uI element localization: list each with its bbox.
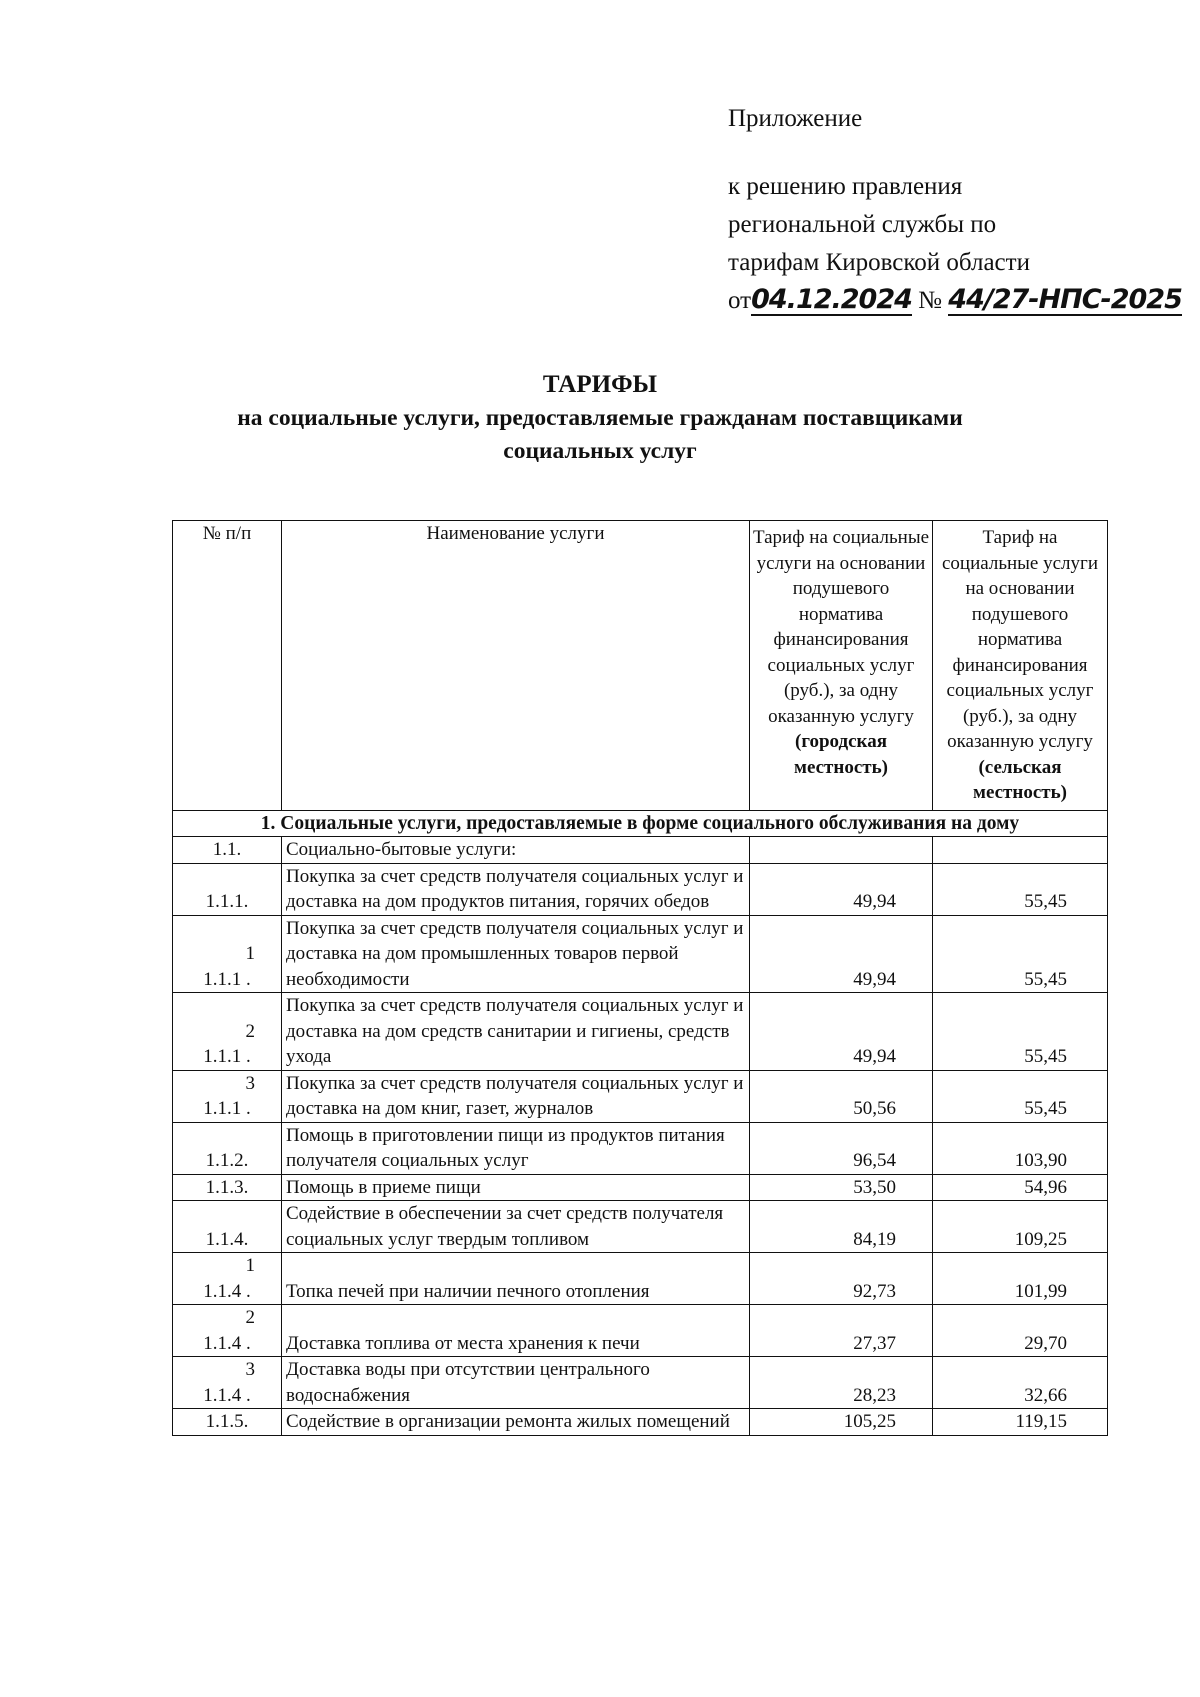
- row-number: [173, 837, 282, 864]
- appendix-title: Приложение: [728, 105, 863, 132]
- rural-tariff-value: 55,45: [933, 915, 1108, 993]
- urban-tariff-value: 84,19: [750, 1201, 933, 1253]
- urban-tariff-value: 50,56: [750, 1070, 933, 1122]
- appendix-line-1: к решению правления: [728, 173, 963, 200]
- tariffs-table: [172, 520, 1108, 1436]
- row-number-main: 1.1.4 .: [203, 1332, 251, 1354]
- rural-tariff-value: 101,99: [933, 1253, 1108, 1305]
- document-title-block: [0, 368, 1200, 468]
- row-number: [173, 1305, 282, 1357]
- urban-tariff-value: 49,94: [750, 993, 933, 1071]
- number-prefix: №: [918, 287, 943, 314]
- row-number-main: 1.1.5.: [205, 1411, 249, 1432]
- table-row: [173, 1305, 1108, 1357]
- row-number-main: 1.1.1 .: [203, 1046, 251, 1067]
- rural-tariff-value: 55,45: [933, 1070, 1108, 1122]
- row-number-suffix: 3: [245, 1072, 255, 1094]
- table-row: [173, 993, 1108, 1071]
- service-name: Покупка за счет средств получателя социальных услуг и доставка на дом продуктов питания, горячих обедов: [282, 863, 750, 915]
- row-number: [173, 1201, 282, 1253]
- row-number: [173, 1174, 282, 1201]
- table-row: [173, 1201, 1108, 1253]
- service-name: Доставка воды при отсутствии центрального водоснабжения: [282, 1357, 750, 1409]
- row-number: [173, 993, 282, 1071]
- rural-tariff-value: 103,90: [933, 1122, 1108, 1174]
- row-number-suffix: 2: [245, 1020, 255, 1042]
- urban-tariff-value: 28,23: [750, 1357, 933, 1409]
- rural-tariff-value: 55,45: [933, 993, 1108, 1071]
- row-number-suffix: 2: [245, 1307, 255, 1328]
- rural-tariff-value: 119,15: [933, 1409, 1108, 1436]
- service-name: Покупка за счет средств получателя социальных услуг и доставка на дом книг, газет, журналов: [282, 1070, 750, 1122]
- row-number: [173, 915, 282, 993]
- service-name: Содействие в организации ремонта жилых помещений: [282, 1409, 750, 1436]
- table-header-row: [173, 521, 1108, 811]
- table-row: [173, 863, 1108, 915]
- service-name: Покупка за счет средств получателя социальных услуг и доставка на дом средств санитарии и гигиены, средств ухода: [282, 993, 750, 1071]
- table-row: [173, 1122, 1108, 1174]
- row-number-main: 1.1.: [212, 839, 242, 860]
- row-number: [173, 863, 282, 915]
- urban-tariff-value: 53,50: [750, 1174, 933, 1201]
- table-row: [173, 837, 1108, 864]
- appendix-line-2: региональной службы по: [728, 211, 997, 238]
- row-number-main: 1.1.1.: [205, 891, 249, 912]
- row-number-suffix: 1: [245, 1255, 255, 1276]
- row-number-main: 1.1.4 .: [203, 1280, 251, 1302]
- rural-tariff-value: [933, 837, 1108, 864]
- table-row: [173, 1174, 1108, 1201]
- appendix-line-3: тарифам Кировской области: [728, 249, 1030, 276]
- table-row: [173, 1070, 1108, 1122]
- document-subtitle-line-1: на социальные услуги, предоставляемые гражданам поставщиками: [237, 405, 963, 431]
- header-urban-tariff: [750, 521, 933, 811]
- header-urban-bold: (городская местность): [794, 731, 888, 778]
- service-name: Содействие в обеспечении за счет средств получателя социальных услуг твердым топливом: [282, 1201, 750, 1253]
- row-number: [173, 1409, 282, 1436]
- row-number-main: 1.1.1 .: [203, 968, 251, 990]
- row-number-main: 1.1.4.: [205, 1228, 249, 1250]
- service-name: Помощь в приеме пищи: [282, 1174, 750, 1201]
- section-title: 1. Социальные услуги, предоставляемые в форме социального обслуживания на дому: [173, 810, 1108, 837]
- header-rural-text: Тариф на социальные услуги на основании подушевого норматива финансирования социальных услуг (руб.), за одну оказанную услугу: [941, 527, 1098, 752]
- urban-tariff-value: [750, 837, 933, 864]
- table-row: [173, 915, 1108, 993]
- handwritten-date: 04.12.2024: [751, 284, 912, 315]
- service-name: Помощь в приготовлении пищи из продуктов питания получателя социальных услуг: [282, 1122, 750, 1174]
- rural-tariff-value: 54,96: [933, 1174, 1108, 1201]
- document-subtitle-line-2: социальных услуг: [503, 438, 697, 464]
- row-number: [173, 1070, 282, 1122]
- table-row: [173, 1253, 1108, 1305]
- urban-tariff-value: 49,94: [750, 863, 933, 915]
- header-name: Наименование услуги: [282, 521, 750, 811]
- document-title: ТАРИФЫ: [542, 371, 658, 398]
- row-number-main: 1.1.2.: [205, 1150, 249, 1171]
- urban-tariff-value: 96,54: [750, 1122, 933, 1174]
- urban-tariff-value: 27,37: [750, 1305, 933, 1357]
- row-number-suffix: 1: [245, 943, 255, 964]
- date-prefix: от: [728, 287, 752, 314]
- appendix-date-line: [728, 282, 1182, 320]
- handwritten-number: 44/27-НПС-2025: [948, 284, 1182, 315]
- service-name: Социально-бытовые услуги:: [282, 837, 750, 864]
- row-number-main: 1.1.3.: [205, 1176, 249, 1198]
- table-row: [173, 1357, 1108, 1409]
- header-urban-text: Тариф на социальные услуги на основании подушевого норматива финансирования социальных услуг (руб.), за одну оказанную услугу: [752, 527, 930, 727]
- header-rural-bold: (сельская местность): [973, 756, 1067, 803]
- row-number-suffix: 3: [245, 1359, 255, 1380]
- urban-tariff-value: 92,73: [750, 1253, 933, 1305]
- service-name: Топка печей при наличии печного отопления: [282, 1253, 750, 1305]
- row-number-main: 1.1.4 .: [203, 1384, 251, 1406]
- row-number: [173, 1122, 282, 1174]
- rural-tariff-value: 55,45: [933, 863, 1108, 915]
- rural-tariff-value: 109,25: [933, 1201, 1108, 1253]
- service-name: Покупка за счет средств получателя социальных услуг и доставка на дом промышленных товаров первой необходимости: [282, 915, 750, 993]
- table-row: [173, 1409, 1108, 1436]
- row-number: [173, 1357, 282, 1409]
- rural-tariff-value: 29,70: [933, 1305, 1108, 1357]
- urban-tariff-value: 49,94: [750, 915, 933, 993]
- row-number: [173, 1253, 282, 1305]
- section-row: [173, 810, 1108, 837]
- row-number-main: 1.1.1 .: [203, 1098, 251, 1119]
- header-num: № п/п: [173, 521, 282, 811]
- service-name: Доставка топлива от места хранения к печи: [282, 1305, 750, 1357]
- header-rural-tariff: [933, 521, 1108, 811]
- appendix-block: [728, 100, 1182, 320]
- rural-tariff-value: 32,66: [933, 1357, 1108, 1409]
- urban-tariff-value: 105,25: [750, 1409, 933, 1436]
